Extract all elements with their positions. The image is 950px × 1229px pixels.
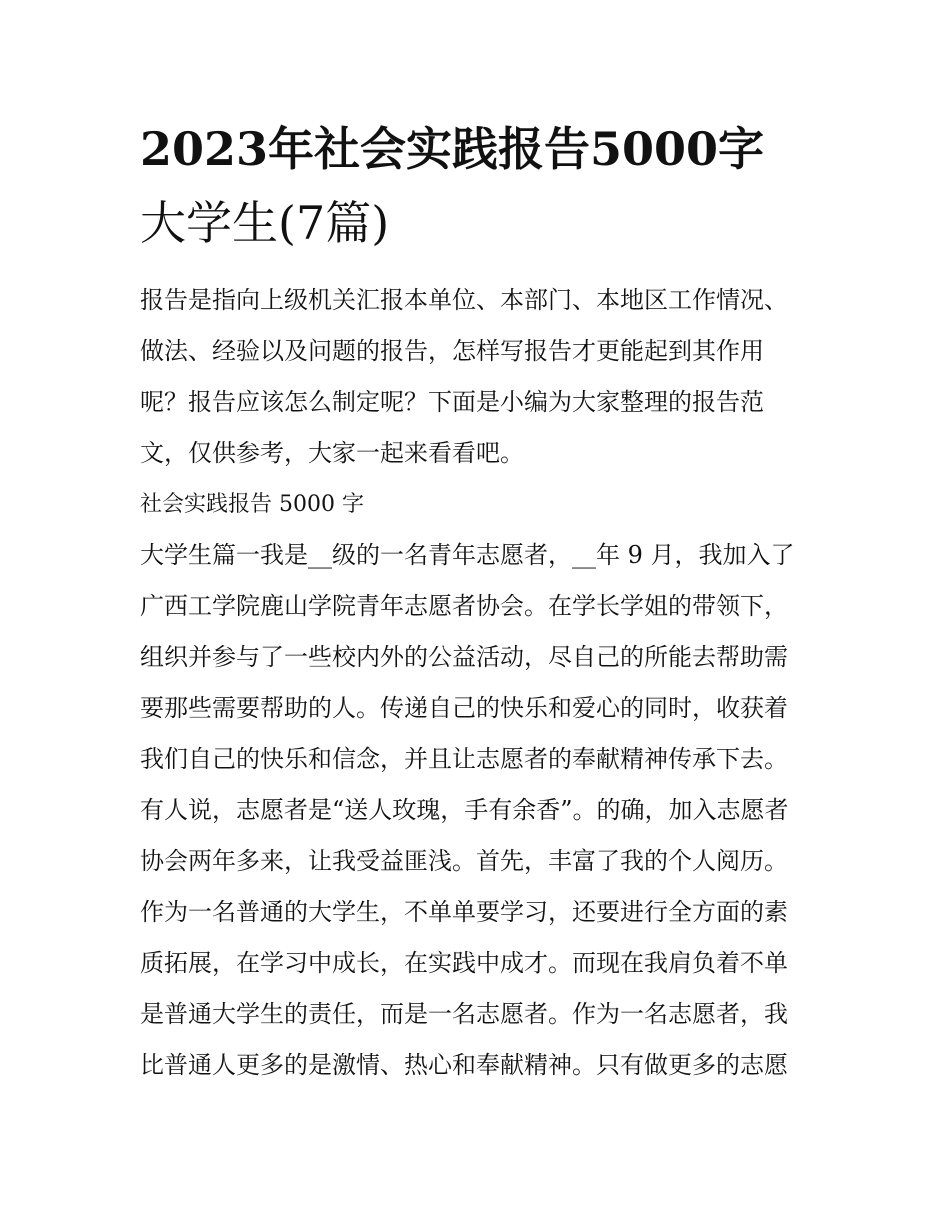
body-line: 比普通人更多的是激情、热心和奉献精神。只有做更多的志愿: [140, 1051, 788, 1079]
document-title: [140, 112, 820, 260]
title-line-1: 2023年社会实践报告5000字: [140, 122, 765, 176]
body-line: 质拓展，在学习中成长，在实践中成才。而现在我肩负着不单: [140, 949, 788, 977]
intro-line: 文，仅供参考，大家一起来看看吧。: [140, 439, 524, 467]
intro-line: 报告是指向上级机关汇报本单位、本部门、本地区工作情况、: [140, 286, 788, 314]
body-line: 我们自己的快乐和信念，并且让志愿者的奉献精神传承下去。: [140, 745, 788, 773]
intro-line: 做法、经验以及问题的报告，怎样写报告才更能起到其作用: [140, 337, 764, 365]
body-line: 协会两年多来，让我受益匪浅。首先，丰富了我的个人阅历。: [140, 847, 788, 875]
body-line: 是普通大学生的责任，而是一名志愿者。作为一名志愿者，我: [140, 1000, 788, 1028]
body-line: 组织并参与了一些校内外的公益活动，尽自己的所能去帮助需: [140, 643, 788, 671]
body-line: 要那些需要帮助的人。传递自己的快乐和爱心的同时，收获着: [140, 694, 788, 722]
body-line: 大学生篇一我是__级的一名青年志愿者，__年 9 月，我加入了: [140, 541, 795, 569]
body-line: 有人说，志愿者是“送人玫瑰，手有余香”。的确，加入志愿者: [140, 796, 789, 824]
title-line-2: 大学生(7篇): [140, 196, 390, 250]
body-line: 广西工学院鹿山学院青年志愿者协会。在学长学姐的带领下，: [140, 592, 788, 620]
section-heading: 社会实践报告 5000 字: [140, 492, 364, 517]
body-line: 作为一名普通的大学生，不单单要学习，还要进行全方面的素: [140, 898, 788, 926]
document-body: [140, 275, 820, 1091]
intro-line: 呢？报告应该怎么制定呢？下面是小编为大家整理的报告范: [140, 388, 764, 416]
